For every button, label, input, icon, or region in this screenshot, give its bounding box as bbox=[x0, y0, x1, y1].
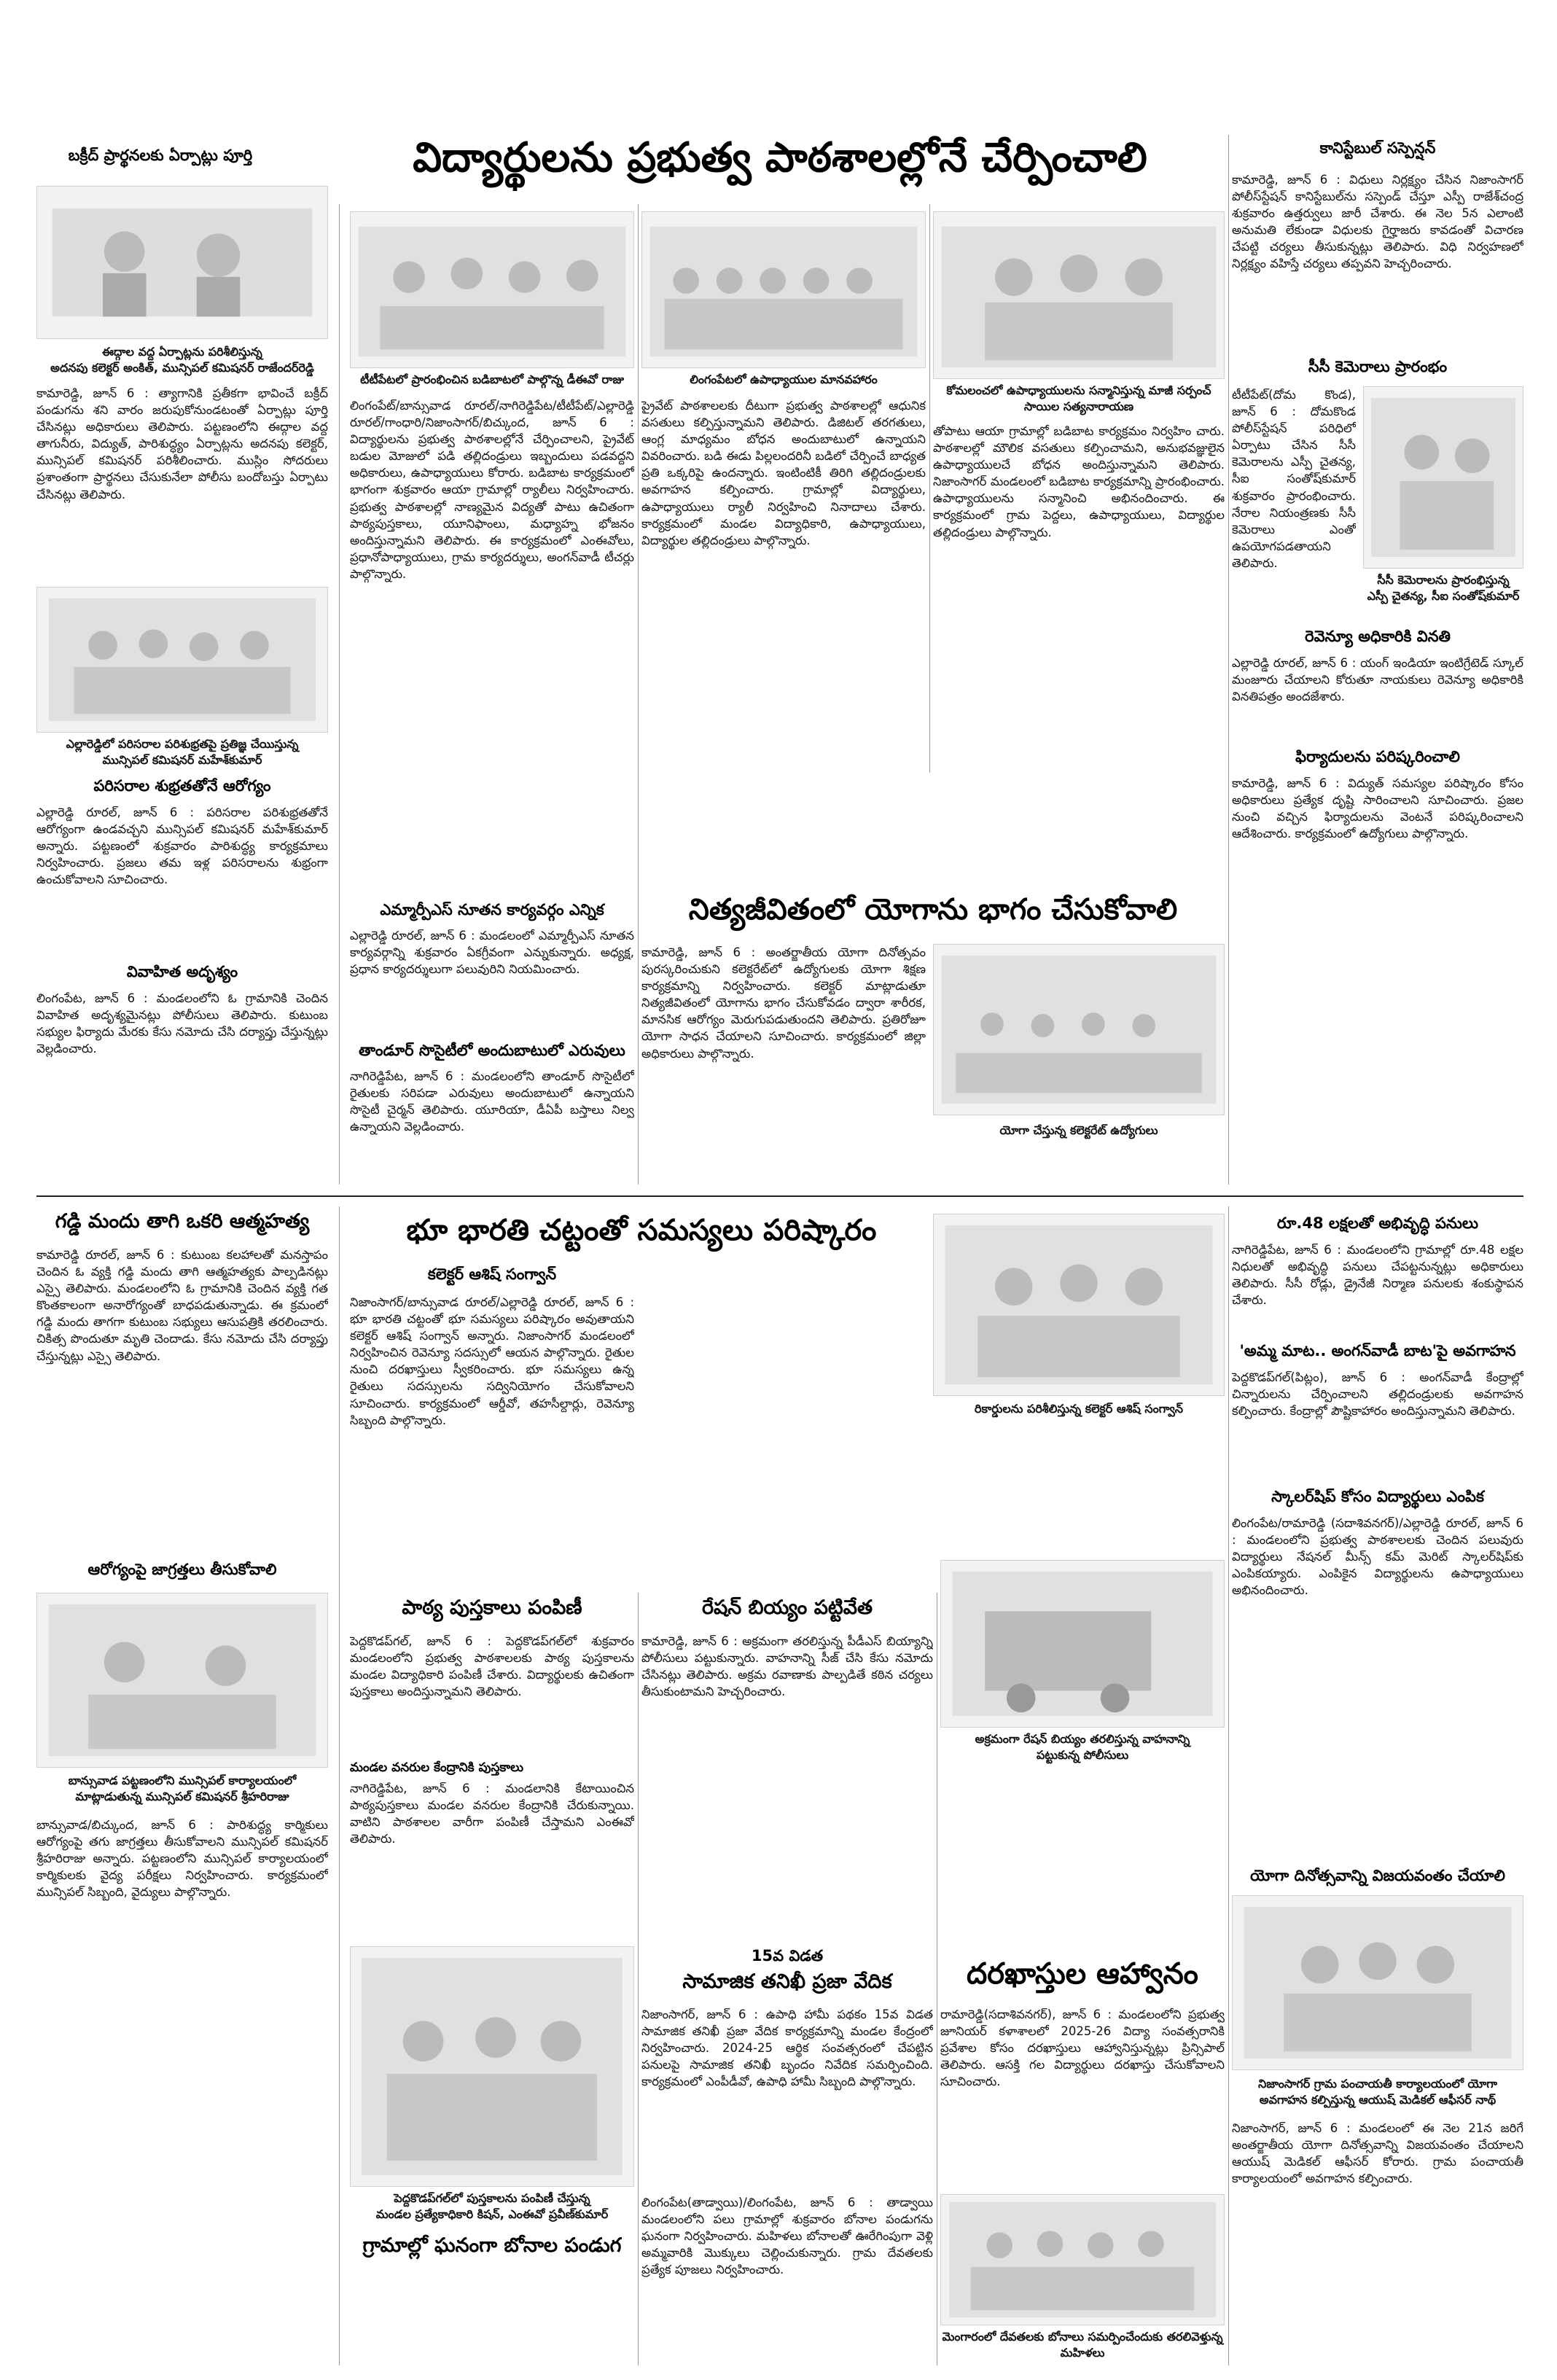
body-health: బాన్సువాడ/బిచ్కుంద, జూన్ 6 : పారిశుద్ధ్య కార్మికులు ఆరోగ్యంపై తగు జాగ్రత్తలు తీసుకోవాలని మున్సిపల్ కమిషనర్ శ్రీహరిరాజు అన్నారు. పట్టణంలోని మున్సిపల్ కార్యాలయంలో కార్మికులకు వైద్య పరీక్షలు నిర్వహించారు. కార్యక్రమంలో మున్సిపల్ సిబ్బంది, వైద్యులు పాల్గొన్నారు. bbox=[36, 1818, 328, 1900]
main-headline: విద్యార్థులను ప్రభుత్వ పాఠశాలల్లోనే చేర్పించాలి bbox=[413, 135, 1147, 182]
caption-records: రికార్డులను పరిశీలిస్తున్న కలెక్టర్ ఆశిష్ సంగ్వాన్ bbox=[974, 1402, 1184, 1416]
title-bonalu: గ్రామాల్లో ఘనంగా బోనాల పండుగ bbox=[362, 2234, 622, 2257]
title-cleanliness: పరిసరాల శుభ్రతతోనే ఆరోగ్యం bbox=[93, 777, 271, 795]
body-yoga-day: నిజాంసాగర్, జూన్ 6 : మండలంలో ఈ నెల 21న జరిగే అంతర్జాతీయ యోగా దినోత్సవాన్ని విజయవంతం చేయాలని ఆయుష్ మెడికల్ ఆఫీసర్ కోరారు. గ్రామ పంచాయతీ కార్యాలయంలో అవగాహన కల్పించారు. bbox=[1232, 2121, 1523, 2186]
body-yoga: కామారెడ్డి, జూన్ 6 : అంతర్జాతీయ యోగా దినోత్సవం పురస్కరించుకుని కలెక్టరేట్‌లో ఉద్యోగులకు యోగా శిక్షణ కార్యక్రమాన్ని నిర్వహించారు. కలెక్టర్ మాట్లాడుతూ నిత్యజీవితంలో యోగాను భాగం చేసుకోవడం ద్వారా శారీరక, మానసిక ఆరోగ్యం మెరుగుపడుతుందని తెలిపారు. ప్రతిరోజూ యోగా సాధన చేయాలని సూచించారు. కార్యక్రమంలో జిల్లా అధికారులు పాల్గొన్నారు. bbox=[641, 945, 926, 1061]
right-body-suspension: కామారెడ్డి, జూన్ 6 : విధులు నిర్లక్ష్యం చేసిన నిజాంసాగర్ పోలీస్‌స్టేషన్ కానిస్టేబుల్‌ను సస్పెండ్ చేస్తూ ఎస్పీ రాజేశ్‌చంద్ర శుక్రవారం ఉత్తర్వులు జారీ చేశారు. ఈ నెల 5న ఎలాంటి అనుమతి లేకుండా విధులకు గైర్హాజరు కావడంతో విచారణ చేపట్టి చర్యలు తీసుకున్నట్లు తెలిపారు. విధి నిర్వహణలో నిర్లక్ష్యం వహిస్తే చర్యలు తప్పవని హెచ్చరించారు. bbox=[1232, 173, 1523, 271]
title-fertilizers: తాండూర్ సొసైటీలో అందుబాటులో ఎరువులు bbox=[359, 1042, 625, 1059]
body-anganwadi: పెద్దకొడప్‌గల్(పిట్లం), జూన్ 6 : అంగన్‌వాడీ కేంద్రాల్లో చిన్నారులను చేర్పించాలని తల్లిదండ్రులకు అవగాహన కల్పించారు. కేంద్రాల్లో పౌష్టికాహారం అందిస్తున్నామని తెలిపారు. bbox=[1232, 1370, 1523, 1419]
caption-cctv: సీసీ కెమెరాలను ప్రారంభిస్తున్న ఎస్పీ చైతన్య, సీఐ సంతోష్‌కుమార్ bbox=[1367, 573, 1520, 603]
title-missing: వివాహిత అదృశ్యం bbox=[126, 963, 238, 980]
subhead-books: మండల వనరుల కేంద్రానికి పుస్తకాలు bbox=[350, 1760, 524, 1775]
photo-yoga-awareness bbox=[1232, 1895, 1523, 2070]
photo-ration-icon bbox=[941, 1561, 1224, 1727]
title-scholarship: స్కాలర్‌షిప్ కోసం విద్యార్థులు ఎంపిక bbox=[1271, 1488, 1484, 1505]
photo-cleanliness bbox=[36, 587, 328, 733]
right-body-complaints: కామారెడ్డి, జూన్ 6 : విద్యుత్ సమస్యల పరిష్కారం కోసం అధికారులు ప్రత్యేక దృష్టి సారించాలని సూచించారు. ప్రజల నుంచి వచ్చిన ఫిర్యాదులను వెంటనే పరిష్కరించాలని ఆదేశించారు. కార్యక్రమంలో ఉద్యోగులు పాల్గొన్నారు. bbox=[1232, 776, 1523, 841]
body-suicide: కామారెడ్డి రూరల్, జూన్ 6 : కుటుంబ కలహాలతో మనస్తాపం చెందిన ఓ వ్యక్తి గడ్డి మందు తాగి ఆత్మహత్యకు పాల్పడినట్లు ఎస్సై తెలిపారు. మండలంలోని ఓ గ్రామానికి చెందిన వ్యక్తి గత కొంతకాలంగా అనారోగ్యంతో బాధపడుతున్నాడు. ఈ క్రమంలో గడ్డి మందు తాగగా కుటుంబ సభ్యులు ఆసుపత్రికి తరలించారు. చికిత్స పొందుతూ మృతి చెందాడు. కేసు నమోదు చేసి దర్యాప్తు చేస్తున్నట్లు ఎస్సై తెలిపారు. bbox=[36, 1248, 328, 1363]
right-title-cctv: సీసీ కెమెరాలు ప్రారంభం bbox=[1308, 358, 1448, 375]
byline-bhu-bharati: కలెక్టర్ ఆశిష్ సంగ్వాన్ bbox=[427, 1265, 557, 1283]
title-mrps: ఎమ్మార్పీఎస్ నూతన కార్యవర్గం ఎన్నిక bbox=[380, 901, 604, 918]
title-anganwadi: 'అమ్మ మాట.. అంగన్‌వాడీ బాట'పై అవగాహన bbox=[1239, 1342, 1516, 1359]
body-ration: కామారెడ్డి, జూన్ 6 : అక్రమంగా తరలిస్తున్న పీడీఎస్ బియ్యాన్ని పోలీసులు పట్టుకున్నారు. వాహనాన్ని సీజ్ చేసి కేసు నమోదు చేసినట్లు తెలిపారు. అక్రమ రవాణాకు పాల్పడితే కఠిన చర్యలు తీసుకుంటామని హెచ్చరించారు. bbox=[641, 1634, 933, 1699]
caption-eidgah: ఈద్గాల వద్ద ఏర్పాట్లను పరిశీలిస్తున్న అదనపు కలెక్టర్ అంకిత్, మున్సిపల్ కమిషనర్ రాజేందర్‌రెడ్డి bbox=[50, 345, 314, 375]
title-ration: రేషన్ బియ్యం పట్టివేత bbox=[702, 1596, 873, 1619]
photo-yoga bbox=[933, 944, 1225, 1115]
title-social-audit: సామాజిక తనిఖీ ప్రజా వేదిక bbox=[682, 1970, 892, 1993]
kicker-social-audit: 15వ విడత bbox=[751, 1947, 824, 1965]
body-col-3: ప్రైవేట్ పాఠశాలలకు దీటుగా ప్రభుత్వ పాఠశాలల్లో ఆధునిక వసతులు కల్పిస్తున్నామని తెలిపారు. డిజిటల్ తరగతులు, ఆంగ్ల మాధ్యమం బోధన అందుబాటులో ఉన్నాయని వివరించారు. బడి ఈడు పిల్లలందరినీ బడిలో చేర్పించే బాధ్యత ప్రతి ఒక్కరిపై ఉందన్నారు. ఇంటింటికీ తిరిగి తల్లిదండ్రులకు అవగాహన కల్పించారు. గ్రామాల్లో విద్యార్థులు, ఉపాధ్యాయులు ర్యాలీ నిర్వహించి నినాదాలు చేశారు. కార్యక్రమంలో మండల విద్యాధికారి, ఉపాధ్యాయులు, విద్యార్థుల తల్లిదండ్రులు పాల్గొన్నారు. bbox=[641, 399, 926, 547]
caption-badibata: టీటీపేటలో ప్రారంభించిన బడిబాటలో పాల్గొన్న డీఈవో రాజు bbox=[360, 372, 624, 386]
body-development-works: నాగిరెడ్డిపేట, జూన్ 6 : మండలంలోని గ్రామాల్లో రూ.48 లక్షల నిధులతో అభివృద్ధి పనులు చేపట్టనున్నట్లు అధికారులు తెలిపారు. సీసీ రోడ్లు, డ్రైనేజీ నిర్మాణ పనులకు శంకుస్థాపన చేశారు. bbox=[1232, 1243, 1523, 1308]
right-title-complaints: ఫిర్యాదులను పరిష్కరించాలి bbox=[1295, 748, 1460, 765]
photo-bonalu-icon bbox=[941, 2195, 1224, 2325]
title-yoga: నిత్యజీవితంలో యోగాను భాగం చేసుకోవాలి bbox=[688, 893, 1178, 926]
title-applications: దరఖాస్తుల ఆహ్వానం bbox=[967, 1957, 1198, 1991]
body-books-2: నాగిరెడ్డిపేట, జూన్ 6 : మండలానికి కేటాయించిన పాఠ్యపుస్తకాలు మండల వనరుల కేంద్రానికి చేరుకున్నాయి. వాటిని పాఠశాలల వారీగా పంపిణీ చేస్తామని ఎంఈవో తెలిపారు. bbox=[350, 1782, 634, 1846]
body-scholarship: లింగంపేట/రామారెడ్డి (సదాశివనగర్)/ఎల్లారెడ్డి రూరల్, జూన్ 6 : మండలంలోని ప్రభుత్వ పాఠశాలలకు చెందిన పలువురు విద్యార్థులు నేషనల్ మీన్స్ కమ్ మెరిట్ స్కాలర్‌షిప్‌కు ఎంపికయ్యారు. ఎంపికైన విద్యార్థులను ఉపాధ్యాయులు అభినందించారు. bbox=[1232, 1516, 1523, 1598]
column-rule-2 bbox=[638, 204, 639, 1185]
caption-felicitation: కోమలంచలో ఉపాధ్యాయులను సన్మానిస్తున్న మాజీ సర్పంచ్ సాయిల సత్యనారాయణ bbox=[946, 383, 1211, 413]
photo-badibata-icon bbox=[351, 212, 633, 367]
body-col-2: లింగంపేట్/బాన్సువాడ రూరల్/నాగిరెడ్డిపేట/టీటీపేట్/ఎల్లారెడ్డి రూరల్/గాంధారి/నిజాంసాగర్/బిచ్కుంద, జూన్ 6 : విద్యార్థులను ప్రభుత్వ పాఠశాలల్లోనే చేర్పించాలని, ప్రైవేట్ బడుల మోజులో పడి తల్లిదండ్రులు ఇబ్బందులు పడవద్దని అధికారులు, ఉపాధ్యాయులు కోరారు. బడిబాట కార్యక్రమంలో భాగంగా శుక్రవారం ఆయా గ్రామాల్లో ర్యాలీలు నిర్వహించారు. ప్రభుత్వ పాఠశాలల్లో నాణ్యమైన విద్యతో పాటు ఉచితంగా పాఠ్యపుస్తకాలు, యూనిఫాంలు, మధ్యాహ్న భోజనం అందిస్తున్నామని తెలిపారు. ఈ కార్యక్రమంలో ఎంఈవోలు, ప్రధానోపాధ్యాయులు, గ్రామ కార్యదర్శులు, అంగన్‌వాడీ టీచర్లు పాల్గొన్నారు. bbox=[350, 399, 634, 581]
photo-records-icon bbox=[934, 1214, 1224, 1395]
body-mrps: ఎల్లారెడ్డి రూరల్, జూన్ 6 : మండలంలో ఎమ్మార్పీఎస్ నూతన కార్యవర్గాన్ని శుక్రవారం ఏకగ్రీవంగా ఎన్నుకున్నారు. అధ్యక్ష, ప్రధాన కార్యదర్శులుగా పలువురిని నియమించారు. bbox=[350, 929, 634, 977]
right-body-cctv: టీటీపేట్(దోమ కొండ), జూన్ 6 : దోమకొండ పోలీస్‌స్టేషన్ పరిధిలో ఏర్పాటు చేసిన సీసీ కెమెరాలను ఎస్పీ చైతన్య, సీఐ సంతోష్‌కుమార్ శుక్రవారం ప్రారంభించారు. నేరాల నియంత్రణకు సీసీ కెమెరాలు ఎంతో ఉపయోగపడతాయని తెలిపారు. bbox=[1232, 388, 1356, 570]
body-fertilizers: నాగిరెడ్డిపేట, జూన్ 6 : మండలంలోని తాండూర్ సొసైటీలో రైతులకు సరిపడా ఎరువులు అందుబాటులో ఉన్నాయని సొసైటీ చైర్మన్ తెలిపారు. యూరియా, డీఏపీ బస్తాలు నిల్వ ఉన్నాయని వెల్లడించారు. bbox=[350, 1069, 634, 1134]
caption-ration: అక్రమంగా రేషన్ బియ్యం తరలిస్తున్న వాహనాన్ని పట్టుకున్న పోలీసులు bbox=[975, 1732, 1190, 1762]
body-missing: లింగంపేట, జూన్ 6 : మండలంలోని ఓ గ్రామానికి చెందిన వివాహిత అదృశ్యమైనట్లు పోలీసులు తెలిపారు. కుటుంబ సభ్యుల ఫిర్యాదు మేరకు కేసు నమోదు చేసి దర్యాప్తు చేస్తున్నట్లు వెల్లడించారు. bbox=[36, 991, 328, 1056]
caption-books-distribution: పెద్దకొడప్‌గల్‌లో పుస్తకాలను పంపిణీ చేస్తున్న మండల ప్రత్యేకాధికారి కిషన్, ఎంఈవో ప్రవీణ్‌కుమార్ bbox=[375, 2191, 609, 2221]
photo-books-distribution bbox=[350, 1946, 634, 2187]
title-books: పాఠ్య పుస్తకాలు పంపిణీ bbox=[402, 1596, 582, 1619]
photo-badibata bbox=[350, 211, 634, 368]
caption-municipal: బాన్సువాడ పట్టణంలోని మున్సిపల్ కార్యాలయంలో మాట్లాడుతున్న మున్సిపల్ కమిషనర్ శ్రీహరిరాజు bbox=[68, 1774, 297, 1803]
title-yoga-day: యోగా దినోత్సవాన్ని విజయవంతం చేయాలి bbox=[1250, 1867, 1505, 1884]
title-bhu-bharati: భూ భారతి చట్టంతో సమస్యలు పరిష్కారం bbox=[406, 1214, 877, 1247]
column-rule-4 bbox=[1228, 135, 1229, 1185]
photo-ration bbox=[940, 1560, 1225, 1728]
column-rule-3 bbox=[929, 204, 930, 773]
photo-felicitation bbox=[933, 211, 1225, 379]
photo-human-chain-icon bbox=[642, 212, 925, 367]
body-social-audit: నిజాంసాగర్, జూన్ 6 : ఉపాధి హామీ పథకం 15వ విడత సామాజిక తనిఖీ ప్రజా వేదిక కార్యక్రమాన్ని మండల కేంద్రంలో నిర్వహించారు. 2024-25 ఆర్థిక సంవత్సరంలో చేపట్టిన పనులపై సామాజిక తనిఖీ బృందం నివేదిక సమర్పించింది. కార్యక్రమంలో ఎంపీడీవో, ఉపాధి హామీ సిబ్బంది పాల్గొన్నారు. bbox=[641, 2008, 933, 2089]
right-title-suspension: కానిస్టేబుల్ సస్పెన్షన్ bbox=[1319, 139, 1436, 157]
body-col-4: తోపాటు ఆయా గ్రామాల్లో బడిబాట కార్యక్రమం నిర్వహిం చారు. పాఠశాలల్లో మౌలిక వసతులు కల్పించామని, అనుభవజ్ఞులైన ఉపాధ్యాయులచే బోధన అందిస్తున్నామని తెలిపారు. నిజాంసాగర్ మండలంలో బడిబాట కార్యక్రమాన్ని ప్రారంభించారు. ఉపాధ్యాయులను సన్మానించి అభినందించారు. ఈ కార్యక్రమంలో గ్రామ పెద్దలు, ఉపాధ్యాయులు, విద్యార్థుల తల్లిదండ్రులు పాల్గొన్నారు. bbox=[933, 424, 1225, 539]
photo-cctv bbox=[1363, 386, 1523, 569]
body-bonalu: లింగంపేట(తాడ్వాయి)/లింగంపేట, జూన్ 6 : తాడ్వాయి మండలంలోని పలు గ్రామాల్లో శుక్రవారం బోనాల పండుగను ఘనంగా నిర్వహించారు. మహిళలు బోనాలతో ఊరేగింపుగా వెళ్లి అమ్మవారికి మొక్కులు చెల్లించుకున్నారు. గ్రామ దేవతలకు ప్రత్యేక పూజలు నిర్వహించారు. bbox=[641, 2196, 933, 2277]
body-applications: రామారెడ్డి(సదాశివనగర్), జూన్ 6 : మండలంలోని ప్రభుత్వ జూనియర్ కళాశాలలో 2025-26 విద్యా సంవత్సరానికి ప్రవేశాల కోసం దరఖాస్తులు ఆహ్వానిస్తున్నట్లు ప్రిన్సిపాల్ తెలిపారు. ఆసక్తి గల విద్యార్థులు దరఖాస్తు చేసుకోవాలని సూచించారు. bbox=[940, 2008, 1225, 2089]
right-body-petition: ఎల్లారెడ్డి రూరల్, జూన్ 6 : యంగ్ ఇండియా ఇంటిగ్రేటెడ్ స్కూల్ మంజూరు చేయాలని కోరుతూ నాయకులు రెవెన్యూ అధికారికి వినతిపత్రం అందజేశారు. bbox=[1232, 656, 1523, 704]
photo-bonalu bbox=[940, 2194, 1225, 2325]
photo-books-distribution-icon bbox=[351, 1947, 633, 2186]
photo-felicitation-icon bbox=[934, 212, 1224, 378]
body-eidgah: కామారెడ్డి, జూన్ 6 : త్యాగానికి ప్రతీకగా భావించే బక్రీద్ పండుగను శని వారం జరుపుకోనుండటంతో ఏర్పాట్లు పూర్తి చేసినట్లు అధికారులు తెలిపారు. పట్టణంలోని ఈద్గాల వద్ద తాగునీరు, విద్యుత్, పారిశుద్ధ్యం ఏర్పాట్లను అదనపు కలెక్టర్, మున్సిపల్ కమిషనర్ పరిశీలించారు. ముస్లిం సోదరులు ప్రశాంతంగా ప్రార్థనలు చేసుకునేలా పోలీసు బందోబస్తు ఏర్పాటు చేసినట్లు తెలిపారు. bbox=[36, 386, 328, 502]
photo-cctv-icon bbox=[1364, 387, 1523, 568]
photo-yoga-awareness-icon bbox=[1233, 1896, 1523, 2069]
caption-yoga: యోగా చేస్తున్న కలెక్టరేట్ ఉద్యోగులు bbox=[999, 1123, 1158, 1137]
photo-yoga-icon bbox=[934, 945, 1224, 1115]
kicker-bakrid: బక్రీద్ ప్రార్థనలకు ఏర్పాట్లు పూర్తి bbox=[68, 147, 253, 164]
right-title-petition: రెవెన్యూ అధికారికి వినతి bbox=[1305, 628, 1451, 645]
caption-cleanliness: ఎల్లారెడ్డిలో పరిసరాల పరిశుభ్రతపై ప్రతిజ్ఞ చేయిస్తున్న మున్సిపల్ కమిషనర్ మహేశ్‌కుమార్ bbox=[66, 737, 299, 767]
caption-yoga-awareness: నిజాంసాగర్ గ్రామ పంచాయతీ కార్యాలయంలో యోగా అవగాహన కల్పిస్తున్న ఆయుష్ మెడికల్ ఆఫీసర్ నాథ్ bbox=[1257, 2077, 1498, 2107]
title-health: ఆరోగ్యంపై జాగ్రత్తలు తీసుకోవాలి bbox=[87, 1561, 277, 1578]
caption-bonalu: మెంగారంలో దేవతలకు బోనాలు సమర్పించేందుకు తరలివెళ్తున్న మహిళలు bbox=[942, 2330, 1223, 2360]
title-suicide: గడ్డి మందు తాగి ఒకరి ఆత్మహత్య bbox=[55, 1210, 310, 1233]
photo-eidgah bbox=[36, 186, 328, 339]
column-rule-5 bbox=[339, 1206, 340, 2365]
photo-cleanliness-icon bbox=[37, 588, 327, 732]
photo-human-chain bbox=[641, 211, 926, 368]
photo-eidgah-icon bbox=[37, 187, 327, 338]
section-divider bbox=[36, 1195, 1523, 1197]
photo-municipal-icon bbox=[37, 1593, 327, 1767]
body-bhu-bharati: నిజాంసాగర్/బాన్సువాడ రూరల్/ఎల్లారెడ్డి రూరల్, జూన్ 6 : భూ భారతి చట్టంతో భూ సమస్యలు పరిష్కారం అవుతాయని కలెక్టర్ ఆశిష్ సంగ్వాన్ అన్నారు. నిజాంసాగర్ మండలంలో నిర్వహించిన రెవెన్యూ సదస్సులో ఆయన పాల్గొన్నారు. రైతుల నుంచి దరఖాస్తులు స్వీకరించారు. భూ సమస్యలు ఉన్న రైతులు సదస్సులను సద్వినియోగం చేసుకోవాలని సూచించారు. కార్యక్రమంలో ఆర్డీవో, తహసీల్దార్లు, రెవెన్యూ సిబ్బంది పాల్గొన్నారు. bbox=[350, 1295, 634, 1427]
column-rule-8 bbox=[1228, 1206, 1229, 2365]
title-development-works: రూ.48 లక్షలతో అభివృద్ధి పనులు bbox=[1276, 1214, 1479, 1232]
column-rule-1 bbox=[339, 204, 340, 1185]
caption-human-chain: లింగంపేటలో ఉపాధ్యాయుల మానవహారం bbox=[690, 372, 878, 386]
photo-municipal bbox=[36, 1593, 328, 1768]
body-cleanliness: ఎల్లారెడ్డి రూరల్, జూన్ 6 : పరిసరాల పరిశుభ్రతతోనే ఆరోగ్యంగా ఉండవచ్చని మున్సిపల్ కమిషనర్ మహేశ్‌కుమార్ అన్నారు. పట్టణంలో శుక్రవారం పారిశుద్ధ్య కార్యక్రమాలు నిర్వహించారు. ప్రజలు తమ ఇళ్ల పరిసరాలను శుభ్రంగా ఉంచుకోవాలని సూచించారు. bbox=[36, 805, 328, 887]
body-books: పెద్దకొడప్‌గల్, జూన్ 6 : పెద్దకొడప్‌గల్‌లో శుక్రవారం మండలంలోని ప్రభుత్వ పాఠశాలలకు పాఠ్య పుస్తకాలను మండల విద్యాధికారి పంపిణీ చేశారు. విద్యార్థులకు ఉచితంగా పుస్తకాలు అందిస్తున్నామని తెలిపారు. bbox=[350, 1634, 634, 1699]
column-rule-6 bbox=[638, 1593, 639, 2365]
photo-records bbox=[933, 1214, 1225, 1396]
